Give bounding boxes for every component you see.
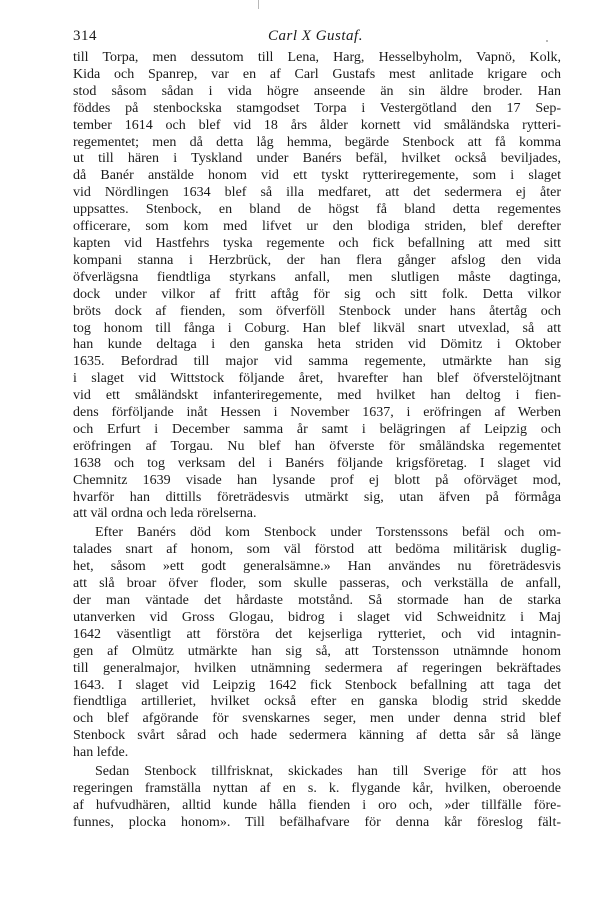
text-line: officerare, som kom med lifvet ur den blodiga striden, blef derefter	[73, 219, 561, 235]
text-line: Stenbock svårt sårad och hade sedermera känning af detta sår så länge	[73, 728, 561, 744]
running-title: Carl X Gustaf.	[268, 28, 363, 44]
text-line: han kunde deltaga i den ganska heta striden vid Dömitz i Oktober	[73, 337, 561, 353]
text-line: dens förföljande inåt Hessen i November 1637, i eröfringen af Werben	[73, 405, 561, 421]
text-line: 1643. I slaget vid Leipzig 1642 fick Stenbock befallning att taga det	[73, 677, 561, 693]
text-line: eröfringen af Torgau. Nu blef han öfverste för småländska regementet	[73, 438, 561, 454]
text-line: tember 1614 och blef vid 18 års ålder kornett vid småländska rytteri-	[73, 117, 561, 133]
text-line: gen af Olmütz utmärkte han sig så, att Torstensson utnämnde honom	[73, 643, 561, 659]
paragraph-1	[73, 50, 561, 523]
text-line: tog honom till fånga i Coburg. Han blef likväl snart utvexlad, så att	[73, 320, 561, 336]
text-line: då Banér anstälde honom vid ett tyskt rytteriregemente, som i slaget	[73, 168, 561, 184]
text-line: att slå broar öfver floder, som skulle passeras, och verkställa de anfall,	[73, 576, 561, 592]
text-line: vid Nördlingen 1634 blef så illa medfaret, att det sedermera ej åter	[73, 185, 561, 201]
text-line: Kida och Spanrep, var en af Carl Gustafs mest anlitade krigare och	[73, 66, 561, 82]
text-line: öfverlägsna fiendtliga styrkans anfall, men slutligen måste dagtinga,	[73, 269, 561, 285]
text-line: stod såsom sådan i vida högre anseende än sin äldre broder. Han	[73, 83, 561, 99]
text-line: vid ett småländskt infanteriregemente, med hvilket han deltog i fien-	[73, 388, 561, 404]
text-line: Chemnitz 1639 visade han lysande prof ej blott på oförväget mod,	[73, 472, 561, 488]
text-line: han lefde.	[73, 745, 129, 761]
text-line: het, såsom »ett godt generalsämne.» Han användes nu företrädesvis	[73, 559, 561, 575]
text-line: föddes på stenbockska stamgodset Torpa i Vestergötland den 17 Sep-	[73, 100, 561, 116]
text-line: regeringen framställa nyttan af en s. k. flygande kår, hvilken, oberoende	[73, 780, 561, 796]
text-line: uppsattes. Stenbock, en bland de högst få bland detta regementes	[73, 202, 561, 218]
text-line: till generalmajor, hvilken utnämning sedermera af regeringen bekräftades	[73, 660, 561, 676]
text-line: hvarför han dittills företrädesvis utmärkt sig, utan äfven på förmåga	[73, 489, 561, 505]
text-line: och blef afgörande för svenskarnes seger, men under denna strid blef	[73, 711, 561, 727]
text-line: Sedan Stenbock tillfrisknat, skickades han till Sverige för att hos	[95, 764, 561, 780]
page-header	[73, 28, 558, 46]
text-line: till Torpa, men dessutom till Lena, Harg, Hesselbyholm, Vapnö, Kolk,	[73, 50, 561, 65]
body-text	[73, 50, 561, 832]
text-line: i slaget vid Wittstock följande året, hvarefter han blef öfverstelöjtnant	[73, 371, 561, 387]
scan-mark-right	[546, 40, 548, 42]
text-line: utanverken vid Gross Glogau, bidrog i slaget vid Schweidnitz i Maj	[73, 609, 561, 625]
text-line: af hufvudhären, alltid kunde hålla fienden i oro och, »der tillfälle före-	[73, 797, 561, 813]
text-line: bröts dock af fienden, som öfverföll Stenbock under hans återtåg och	[73, 303, 561, 319]
text-line: kompani stanna i Herzbrück, der han flera gånger afslog den vida	[73, 252, 561, 268]
text-line: 1635. Befordrad till major vid samma regemente, utmärkte han sig	[73, 354, 561, 370]
text-line: Efter Banérs död kom Stenbock under Torstenssons befäl och om-	[95, 525, 561, 541]
text-line: 1642 väsentligt att förstöra det kejserliga rytteriet, och vid intagnin-	[73, 626, 561, 642]
text-line: 1638 och tog verksam del i Banérs följande krigsföretag. I slaget vid	[73, 455, 561, 471]
text-line: och Erfurt i December samma år samt i belägringen af Leipzig och	[73, 421, 561, 437]
text-line: dock under vilkor af fritt aftåg för sig och sitt folk. Detta vilkor	[73, 286, 561, 302]
text-line: talades snart af honom, som väl förstod att bedöma militärisk duglig-	[73, 542, 561, 558]
paragraph-2	[73, 525, 561, 762]
text-line: der man väntade det hårdaste motstånd. Så stormade han de starka	[73, 593, 561, 608]
text-line: kapten vid Hastfehrs tyska regemente och fick befallning att med sitt	[73, 235, 561, 251]
text-line: funnes, plocka honom». Till befälhafvare för denna kår föreslog fält-	[73, 814, 561, 830]
scan-mark-top	[258, 0, 259, 9]
text-line: att väl ordna och leda rörelserna.	[73, 506, 257, 522]
text-line: fiendtliga artilleriet, hvilket också efter en ganska blodig strid skedde	[73, 694, 561, 710]
page-number: 314	[73, 28, 97, 44]
paragraph-3	[73, 764, 561, 832]
text-line: ut till hären i Tyskland under Banérs befäl, hvilket också beviljades,	[73, 151, 561, 167]
text-line: regementet; men då detta låg hemma, begärde Stenbock att få komma	[73, 134, 561, 150]
